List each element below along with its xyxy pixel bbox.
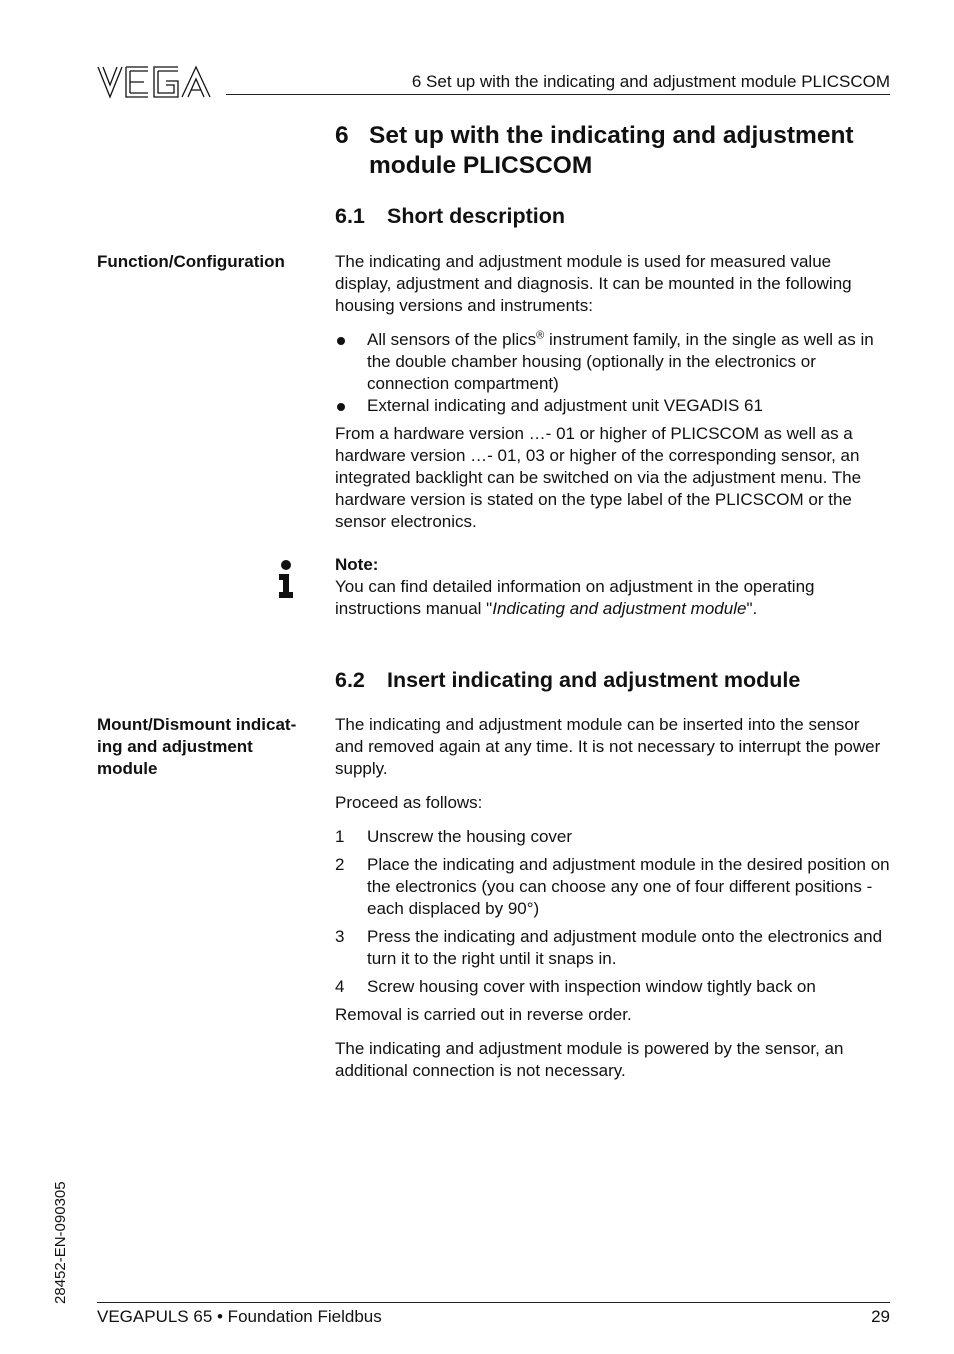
note-title: Note: <box>335 555 379 574</box>
side-label-function: Function/Configuration <box>97 252 285 271</box>
section-number: 6.1 <box>335 204 365 228</box>
page-number: 29 <box>871 1307 890 1326</box>
section-6-2-heading <box>335 667 895 693</box>
header-divider <box>226 94 890 95</box>
logo-text: VEGA <box>96 64 99 65</box>
info-icon <box>276 560 296 600</box>
step-item: 1 Unscrew the housing cover <box>335 827 573 846</box>
bullet-item: External indicating and adjustment unit VEGADIS 61 <box>335 395 891 417</box>
step-item: 3 Press the indicating and adjustment module onto the electronics and turn it to the right until it snaps in. <box>335 927 883 968</box>
section-6-1-heading <box>335 203 895 229</box>
footer-divider <box>97 1302 890 1303</box>
chapter-title: Set up with the indicating and adjustment module PLICSCOM <box>369 122 854 179</box>
bullet-item: All sensors of the plics® instrument family, in the single as well as in the double chamber housing (optionally in the electronics or connection compartment) <box>335 329 891 395</box>
vega-logo <box>96 64 216 100</box>
section-number: 6.2 <box>335 668 365 692</box>
note-text: You can find detailed information on adjustment in the operating instructions manual "Indicating and adjustment module". <box>335 577 815 618</box>
intro-paragraph: The indicating and adjustment module is used for measured value display, adjustment and diagnosis. It can be mounted in the following housing versions and instruments: <box>335 252 852 315</box>
section-6-1-body <box>335 251 891 533</box>
side-label-mount: Mount/Dismount indicat- ing and adjustment module <box>97 715 297 778</box>
section-6-2-body <box>335 714 891 1082</box>
step-item: 2 Place the indicating and adjustment module in the desired position on the electronics (you can choose any one of four different positions - each displaced by 90°) <box>335 855 890 918</box>
removal-text: Removal is carried out in reverse order. <box>335 1005 632 1024</box>
footer-product: VEGAPULS 65 • Foundation Fieldbus <box>97 1307 382 1326</box>
hardware-paragraph: From a hardware version …- 01 or higher of PLICSCOM as well as a hardware version …- 01, 03 or higher of the corresponding sensor, an integrated backlight can be switched on via the adjustment menu. The hardware version is stated on the type label of the PLICSCOM or the sensor electronics. <box>335 424 862 531</box>
section-title: Insert indicating and adjustment module <box>387 668 801 692</box>
running-head: 6 Set up with the indicating and adjustment module PLICSCOM <box>411 72 890 91</box>
chapter-number: 6 <box>335 122 349 149</box>
section-title: Short description <box>387 204 565 228</box>
chapter-heading <box>335 121 905 181</box>
document-number: 28452-EN-090305 <box>52 1181 69 1304</box>
note-block <box>335 554 891 620</box>
power-text: The indicating and adjustment module is powered by the sensor, an additional connection is not necessary. <box>335 1039 844 1080</box>
proceed-text: Proceed as follows: <box>335 793 483 812</box>
intro-paragraph: The indicating and adjustment module can be inserted into the sensor and removed again at any time. It is not necessary to interrupt the power supply. <box>335 715 881 778</box>
step-item: 4 Screw housing cover with inspection window tightly back on <box>335 977 816 996</box>
bullet-dot <box>337 403 345 411</box>
bullet-dot <box>337 337 345 345</box>
